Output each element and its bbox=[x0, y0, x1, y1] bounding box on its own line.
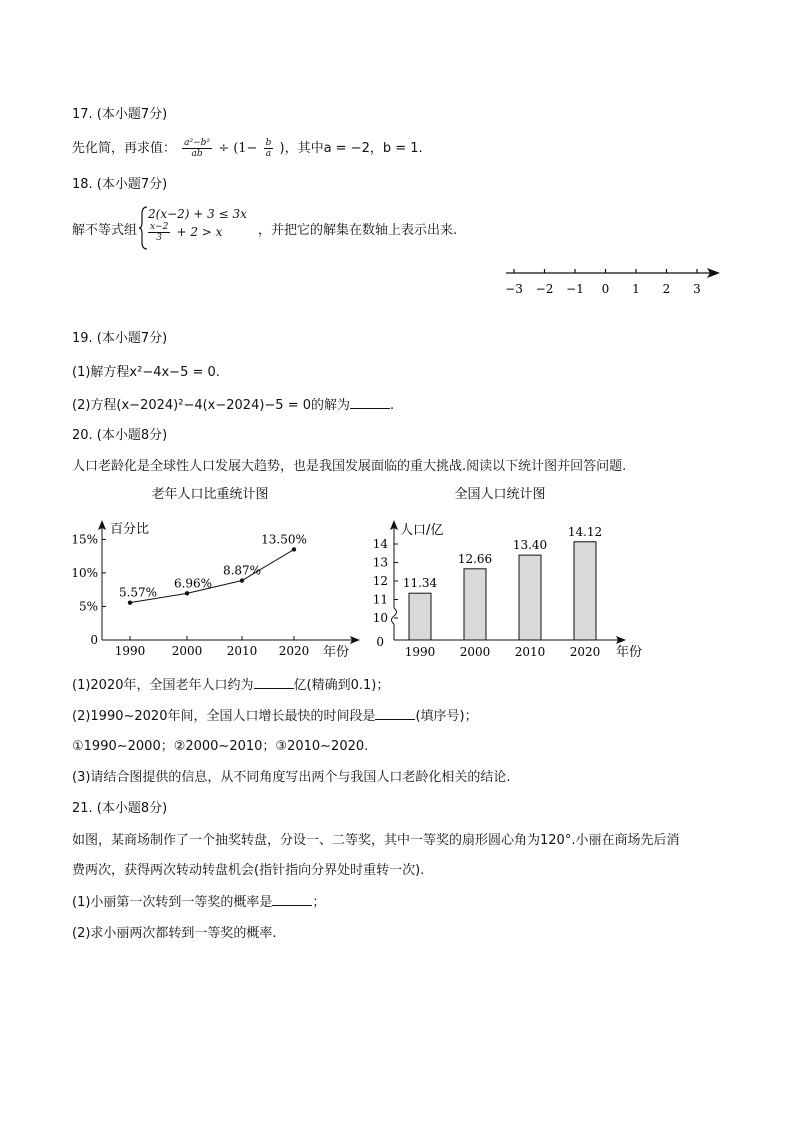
q20-part2-end: (填序号)； bbox=[415, 709, 478, 724]
q21-part1-end: ； bbox=[312, 895, 326, 910]
q18-header: 18. (本小题7分) bbox=[72, 177, 168, 192]
number-line-tick-label: −2 bbox=[535, 282, 554, 296]
q20-part2 bbox=[72, 707, 478, 726]
q18-inequality-1: 2(x−2) + 3 ≤ 3x bbox=[148, 207, 247, 221]
q20-header: 20. (本小题8分) bbox=[72, 428, 168, 443]
line-chart-y-tick-label: 0 bbox=[90, 633, 98, 647]
number-line-tick-label: −3 bbox=[505, 282, 523, 296]
q17-suffix: )，其中a = −2，b = 1. bbox=[279, 141, 423, 156]
q17-fraction-2 bbox=[264, 138, 274, 159]
q21-answer-blank[interactable] bbox=[272, 893, 312, 906]
bar-chart-y-tick-label: 10 bbox=[372, 611, 388, 625]
line-chart-point bbox=[185, 591, 189, 595]
q20-part2-text: (2)1990∼2020年间，全国人口增长最快的时间段是 bbox=[72, 709, 376, 724]
q18-inequality-2 bbox=[146, 222, 222, 243]
line-chart bbox=[60, 484, 360, 664]
q19-answer-blank[interactable] bbox=[350, 396, 390, 409]
q18-ineq2-fraction bbox=[148, 222, 170, 243]
bar-chart-bar bbox=[464, 569, 486, 640]
q20-options: ①1990∼2000；②2000∼2010；③2010∼2020. bbox=[72, 739, 369, 754]
q18-suffix: ，并把它的解集在数轴上表示出来. bbox=[258, 223, 458, 238]
bar-chart-title: 全国人口统计图 bbox=[454, 487, 546, 502]
q21-line2: 费两次，获得两次转动转盘机会(指针指向分界处时重转一次). bbox=[72, 863, 425, 878]
q17-body bbox=[72, 138, 423, 159]
bar-chart-ylabel: 人口/亿 bbox=[400, 523, 444, 538]
q17-operator: ÷ (1− bbox=[218, 141, 258, 156]
bar-chart-x-tick-label: 2000 bbox=[459, 645, 491, 659]
q21-part2: (2)求小丽两次都转到一等奖的概率. bbox=[72, 926, 277, 941]
line-chart-point bbox=[128, 600, 132, 604]
q20-part2-blank[interactable] bbox=[375, 707, 415, 720]
bar-chart-y-tick-label: 12 bbox=[372, 574, 388, 588]
bar-chart-data-label: 12.66 bbox=[457, 551, 493, 566]
axis-break-icon bbox=[392, 608, 397, 624]
line-chart-point bbox=[292, 547, 296, 551]
line-chart-data-label: 5.57% bbox=[118, 585, 158, 600]
line-chart-data-label: 8.87% bbox=[222, 563, 262, 578]
line-chart-x-tick-label: 2020 bbox=[278, 644, 310, 658]
line-chart-data-label: 6.96% bbox=[173, 576, 213, 591]
line-chart-y-tick-label: 10% bbox=[71, 565, 98, 580]
q17-frac2-num: b bbox=[265, 138, 272, 148]
number-line-tick-label: 3 bbox=[693, 282, 701, 296]
bar-chart-y-tick-label: 11 bbox=[372, 592, 388, 607]
q20-part1-text: (1)2020年，全国老年人口约为 bbox=[72, 678, 254, 693]
q21-line1: 如图，某商场制作了一个抽奖转盘，分设一、二等奖，其中一等奖的扇形圆心角为120°.小丽在商场先后消 bbox=[72, 833, 680, 848]
q18-ineq2-rest: + 2 > x bbox=[176, 225, 223, 239]
q21-header: 21. (本小题8分) bbox=[72, 801, 168, 816]
bar-chart-bar bbox=[574, 542, 596, 640]
q19-part1: (1)解方程x²−4x−5 = 0. bbox=[72, 365, 220, 380]
bar-chart bbox=[360, 484, 660, 664]
q20-part1-blank[interactable] bbox=[254, 676, 294, 689]
number-line-tick-label: 1 bbox=[632, 282, 640, 296]
bar-chart-data-label: 11.34 bbox=[402, 576, 438, 591]
q20-part3: (3)请结合图提供的信息，从不同角度写出两个与我国人口老龄化相关的结论. bbox=[72, 770, 511, 785]
q18-prefix: 解不等式组 bbox=[72, 223, 138, 238]
q20-part1 bbox=[72, 676, 389, 695]
number-line bbox=[500, 262, 726, 302]
line-chart-data-label: 13.50% bbox=[261, 532, 307, 547]
q20-part1-end: 亿(精确到0.1)； bbox=[293, 678, 390, 693]
q18-ineq2-den: 3 bbox=[156, 233, 163, 243]
bar-chart-data-label: 13.40 bbox=[512, 538, 548, 553]
bar-chart-xlabel: 年份 bbox=[616, 645, 643, 660]
q17-frac2-den: a bbox=[265, 149, 272, 159]
q17-frac1-num: a²−b² bbox=[184, 138, 211, 148]
q19-part2-end: . bbox=[390, 398, 395, 413]
number-line-tick-label: 0 bbox=[601, 282, 610, 296]
line-chart-xlabel: 年份 bbox=[323, 645, 350, 660]
q21-part1-text: (1)小丽第一次转到一等奖的概率是 bbox=[72, 895, 273, 910]
bar-chart-x-tick-label: 1990 bbox=[404, 645, 436, 659]
q17-fraction-1 bbox=[182, 138, 212, 159]
number-line-tick-label: −1 bbox=[566, 282, 584, 296]
bar-chart-bar bbox=[409, 593, 431, 640]
q19-part2-text: (2)方程(x−2024)²−4(x−2024)−5 = 0的解为 bbox=[72, 398, 351, 413]
bar-chart-bar bbox=[519, 555, 541, 640]
bar-chart-y-tick-label: 0 bbox=[376, 635, 384, 649]
q19-header: 19. (本小题7分) bbox=[72, 331, 168, 346]
q17-header: 17. (本小题7分) bbox=[72, 107, 168, 122]
q21-part1 bbox=[72, 893, 325, 912]
bar-chart-y-tick-label: 14 bbox=[372, 537, 388, 551]
q18-ineq2-num: x−2 bbox=[150, 222, 169, 232]
line-chart-x-tick-label: 2000 bbox=[171, 644, 203, 658]
bar-chart-data-label: 14.12 bbox=[567, 524, 603, 539]
q17-prefix: 先化简，再求值： bbox=[72, 141, 177, 156]
line-chart-y-tick-label: 5% bbox=[78, 599, 98, 614]
number-line-tick-label: 2 bbox=[662, 282, 671, 296]
line-chart-y-tick-label: 15% bbox=[71, 532, 98, 547]
q20-intro: 人口老龄化是全球性人口发展大趋势，也是我国发展面临的重大挑战.阅读以下统计图并回答问题. bbox=[72, 459, 627, 474]
line-chart-ylabel: 百分比 bbox=[110, 522, 150, 537]
line-chart-point bbox=[240, 578, 244, 582]
line-chart-title: 老年人口比重统计图 bbox=[151, 487, 269, 502]
line-chart-x-tick-label: 1990 bbox=[114, 644, 146, 658]
bar-chart-x-tick-label: 2010 bbox=[514, 645, 546, 659]
q17-frac1-den: ab bbox=[191, 149, 203, 159]
q19-part2 bbox=[72, 396, 394, 415]
bar-chart-y-tick-label: 13 bbox=[372, 555, 388, 570]
bar-chart-x-tick-label: 2020 bbox=[569, 645, 601, 659]
line-chart-x-tick-label: 2010 bbox=[226, 644, 258, 658]
